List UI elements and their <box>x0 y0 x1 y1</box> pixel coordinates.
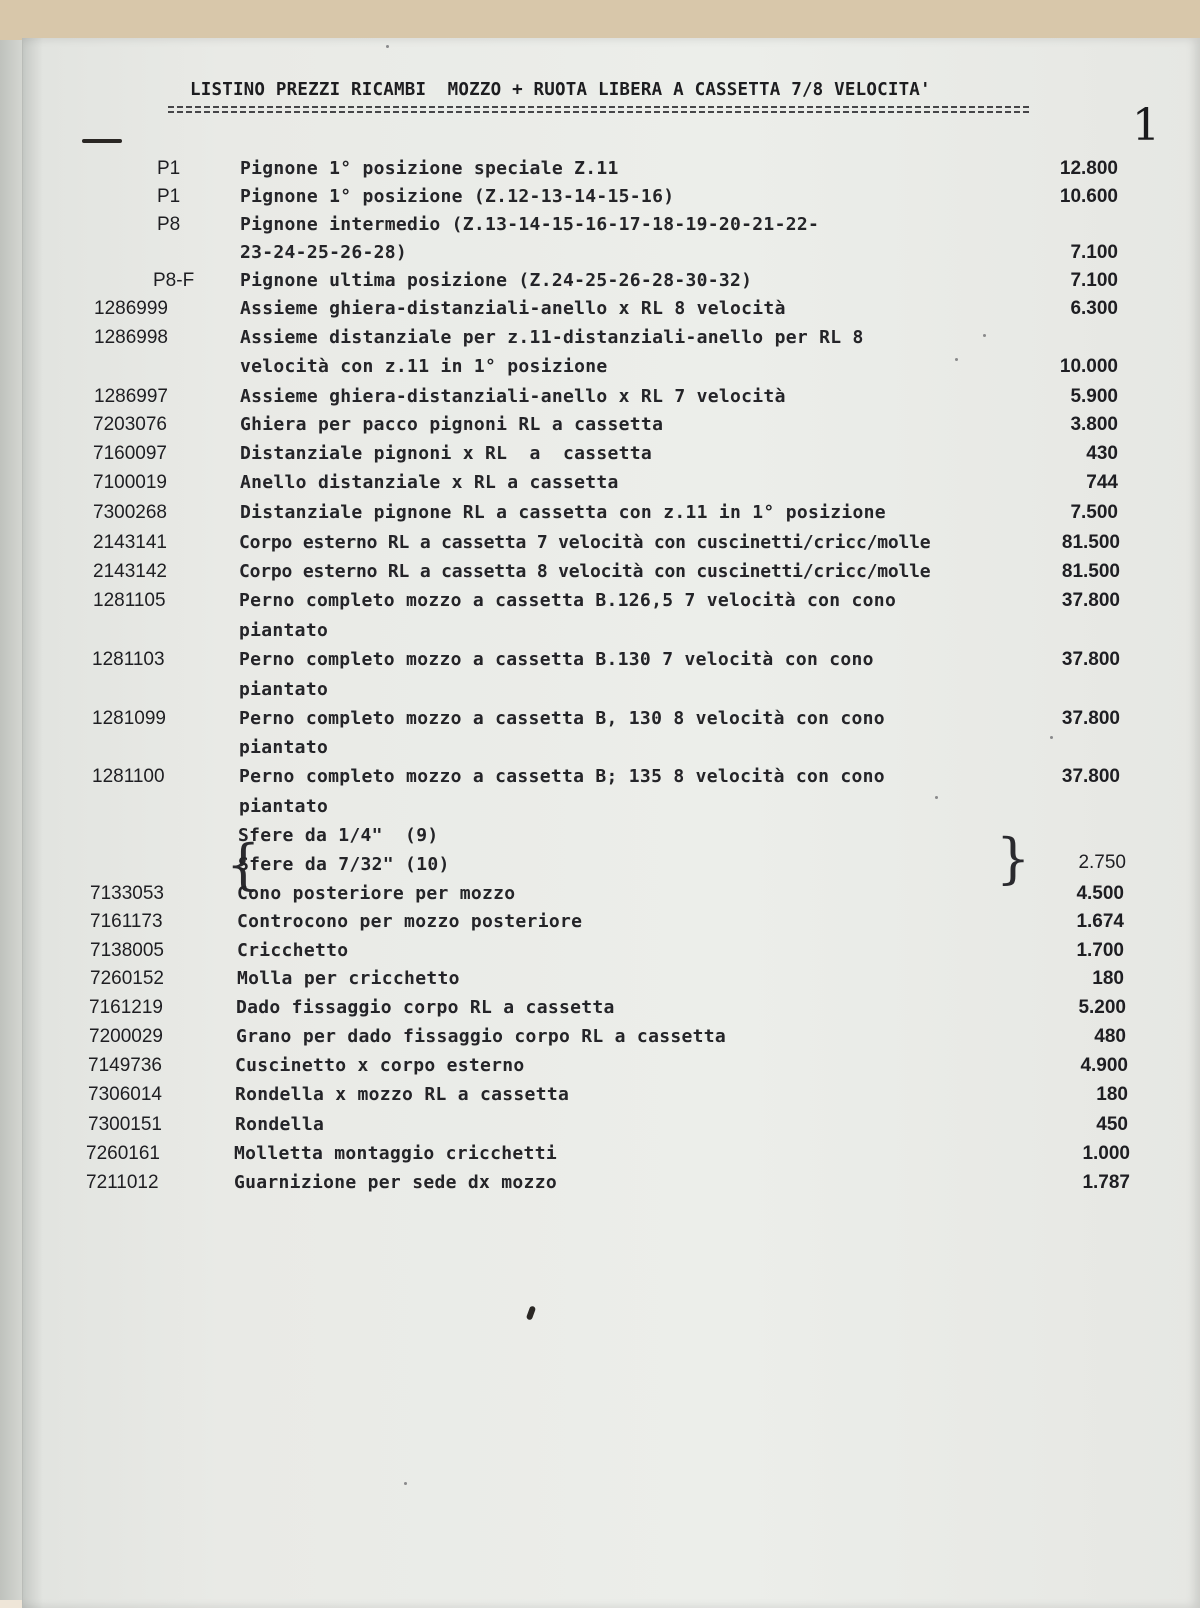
price-row <box>0 532 1178 560</box>
part-price: 1.674 <box>1076 911 1124 932</box>
part-description: Perno completo mozzo a cassetta B.126,5 7 velocità con cono <box>239 590 897 611</box>
part-code: P1 <box>157 186 181 207</box>
part-price: 4.900 <box>1080 1055 1128 1076</box>
price-row <box>0 679 1178 707</box>
part-price: 450 <box>1096 1114 1128 1135</box>
part-code: P8-F <box>153 270 195 291</box>
part-price: 1.787 <box>1082 1172 1130 1193</box>
left-brace: { <box>226 833 261 896</box>
part-description: Rondella <box>235 1114 325 1135</box>
part-description: piantato <box>239 737 329 758</box>
part-description: Cricchetto <box>237 940 349 961</box>
part-description: Perno completo mozzo a cassetta B; 135 8 velocità con cono <box>239 766 885 787</box>
part-code: 7300268 <box>93 502 167 523</box>
part-description: Cuscinetto x corpo esterno <box>235 1055 525 1076</box>
part-description: Perno completo mozzo a cassetta B, 130 8 velocità con cono <box>239 708 885 729</box>
price-row <box>0 620 1178 648</box>
part-code: 7260152 <box>90 968 164 989</box>
part-description: Sfere da 1/4" (9) <box>238 825 439 846</box>
part-description: Grano per dado fissaggio corpo RL a cassetta <box>236 1026 727 1047</box>
price-row <box>0 502 1178 530</box>
part-price: 7.100 <box>1070 242 1118 263</box>
part-description: Corpo esterno RL a cassetta 7 velocità con cuscinetti/cricc/molle <box>239 532 931 553</box>
price-row <box>0 1026 1178 1054</box>
part-price: 37.800 <box>1061 649 1120 670</box>
price-row <box>0 997 1178 1025</box>
price-row <box>0 1172 1178 1200</box>
part-code: 7133053 <box>90 883 164 904</box>
price-row <box>0 186 1178 214</box>
paper-speck <box>404 1482 407 1485</box>
part-description: Assieme ghiera-distanziali-anello x RL 7 velocità <box>240 386 786 407</box>
part-code: 1286998 <box>94 327 168 348</box>
part-description: Molla per cricchetto <box>237 968 460 989</box>
part-code: 7161173 <box>90 911 163 932</box>
part-price: 7.500 <box>1070 502 1118 523</box>
part-description: Guarnizione per sede dx mozzo <box>234 1172 557 1193</box>
price-row <box>0 327 1178 355</box>
part-price: 430 <box>1086 443 1118 464</box>
part-code: 7160097 <box>93 443 167 464</box>
ink-dash-mark <box>82 139 122 143</box>
part-code: P8 <box>157 214 181 235</box>
price-row <box>0 649 1178 677</box>
part-description: Pignone 1° posizione (Z.12-13-14-15-16) <box>240 186 675 207</box>
price-row <box>0 443 1178 471</box>
part-code: 7306014 <box>88 1084 162 1105</box>
part-price: 480 <box>1094 1026 1126 1047</box>
part-description: Distanziale pignoni x RL a cassetta <box>240 443 653 464</box>
paper-speck <box>935 796 938 799</box>
part-code: 2143142 <box>93 561 167 582</box>
part-code: P1 <box>157 158 181 179</box>
part-code: 7300151 <box>88 1114 162 1135</box>
part-description: piantato <box>239 796 329 817</box>
price-row <box>0 911 1178 939</box>
price-row <box>0 766 1178 794</box>
part-description: Rondella x mozzo RL a cassetta <box>235 1084 570 1105</box>
part-description: Pignone intermedio (Z.13-14-15-16-17-18-19-20-21-22- <box>240 214 820 235</box>
part-description: Anello distanziale x RL a cassetta <box>240 472 619 493</box>
part-price: 81.500 <box>1061 561 1120 582</box>
price-row <box>0 561 1178 589</box>
part-description: Molletta montaggio cricchetti <box>234 1143 557 1164</box>
part-price: 4.500 <box>1076 883 1124 904</box>
part-price: 37.800 <box>1061 708 1120 729</box>
price-row <box>0 298 1178 326</box>
part-price: 5.200 <box>1078 997 1126 1018</box>
part-code: 1281099 <box>92 708 166 729</box>
price-row <box>0 968 1178 996</box>
part-description: Controcono per mozzo posteriore <box>237 911 583 932</box>
price-row <box>0 796 1178 824</box>
part-price: 12.800 <box>1059 158 1118 179</box>
part-description: Assieme ghiera-distanziali-anello x RL 8 velocità <box>240 298 786 319</box>
part-code: 7100019 <box>93 472 167 493</box>
part-description: Pignone ultima posizione (Z.24-25-26-28-30-32) <box>240 270 753 291</box>
part-description: 23-24-25-26-28) <box>240 242 408 263</box>
part-code: 1286999 <box>94 298 168 319</box>
part-price: 7.100 <box>1070 270 1118 291</box>
part-description: piantato <box>239 679 329 700</box>
price-row <box>0 356 1178 384</box>
part-code: 7203076 <box>93 414 167 435</box>
spheres-price: 2.750 <box>1078 852 1126 873</box>
price-row <box>0 242 1178 270</box>
part-code: 1286997 <box>94 386 168 407</box>
part-description: Sfere da 7/32" (10) <box>238 854 450 875</box>
part-description: Corpo esterno RL a cassetta 8 velocità con cuscinetti/cricc/molle <box>239 561 931 582</box>
price-row <box>0 158 1178 186</box>
part-code: 7260161 <box>86 1143 160 1164</box>
part-price: 10.000 <box>1059 356 1118 377</box>
paper-speck <box>983 334 986 337</box>
part-code: 7149736 <box>88 1055 162 1076</box>
price-row <box>0 1114 1178 1142</box>
price-row <box>0 386 1178 414</box>
part-price: 5.900 <box>1070 386 1118 407</box>
part-price: 6.300 <box>1070 298 1118 319</box>
price-row <box>0 1143 1178 1171</box>
document-title: LISTINO PREZZI RICAMBI MOZZO + RUOTA LIBERA A CASSETTA 7/8 VELOCITA' <box>190 80 931 100</box>
part-code: 7138005 <box>90 940 164 961</box>
part-description: Perno completo mozzo a cassetta B.130 7 velocità con cono <box>239 649 874 670</box>
part-price: 180 <box>1092 968 1124 989</box>
price-row <box>0 1084 1178 1112</box>
price-row <box>0 270 1178 298</box>
paper-speck <box>955 358 958 361</box>
price-row <box>0 883 1178 911</box>
part-description: velocità con z.11 in 1° posizione <box>240 356 608 377</box>
part-code: 1281103 <box>92 649 165 670</box>
part-code: 1281100 <box>92 766 165 787</box>
page-number: 1 <box>1132 100 1160 151</box>
part-description: Dado fissaggio corpo RL a cassetta <box>236 997 615 1018</box>
part-description: Pignone 1° posizione speciale Z.11 <box>240 158 619 179</box>
part-price: 1.000 <box>1082 1143 1130 1164</box>
part-price: 180 <box>1096 1084 1128 1105</box>
part-price: 81.500 <box>1061 532 1120 553</box>
part-description: Assieme distanziale per z.11-distanziali-anello per RL 8 <box>240 327 864 348</box>
part-code: 2143141 <box>93 532 167 553</box>
price-row <box>0 737 1178 765</box>
part-price: 10.600 <box>1059 186 1118 207</box>
part-code: 7211012 <box>86 1172 159 1193</box>
paper-speck <box>1050 736 1053 739</box>
part-code: 7161219 <box>89 997 163 1018</box>
part-description: Distanziale pignone RL a cassetta con z.11 in 1° posizione <box>240 502 886 523</box>
price-row <box>0 214 1178 242</box>
part-price: 37.800 <box>1061 590 1120 611</box>
title-underline <box>168 106 1030 114</box>
part-code: 7200029 <box>89 1026 163 1047</box>
price-row <box>0 414 1178 442</box>
price-row <box>0 708 1178 736</box>
part-price: 3.800 <box>1070 414 1118 435</box>
paper-speck <box>386 45 389 48</box>
part-code: 1281105 <box>93 590 166 611</box>
price-row <box>0 940 1178 968</box>
part-price: 1.700 <box>1076 940 1124 961</box>
part-description: Ghiera per pacco pignoni RL a cassetta <box>240 414 664 435</box>
part-price: 744 <box>1086 472 1118 493</box>
part-description: Cono posteriore per mozzo <box>237 883 516 904</box>
part-description: piantato <box>239 620 329 641</box>
price-row <box>0 1055 1178 1083</box>
part-price: 37.800 <box>1061 766 1120 787</box>
right-brace: } <box>996 827 1031 890</box>
price-row <box>0 472 1178 500</box>
price-row <box>0 590 1178 618</box>
